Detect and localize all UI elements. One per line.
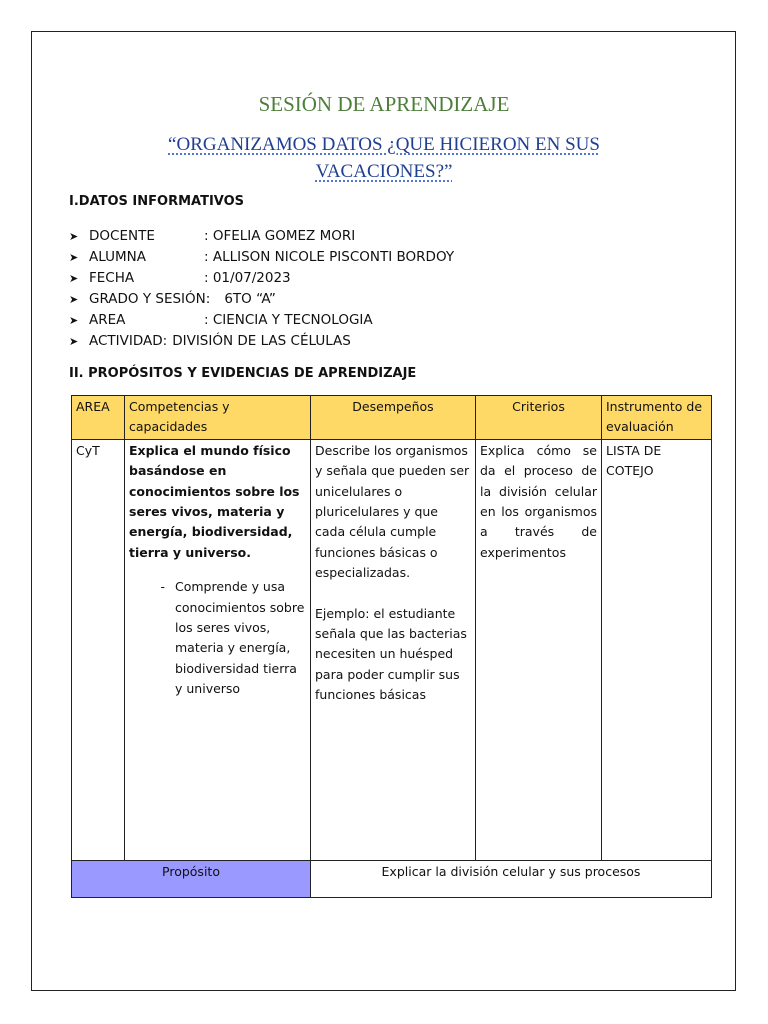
cell-desempenos	[311, 439, 476, 860]
cell-competencias	[125, 439, 311, 860]
cell-area: CyT	[72, 439, 125, 860]
header-instrumento: Instrumento de evaluación	[602, 396, 712, 440]
info-value: 6TO “A”	[224, 291, 276, 307]
info-key: ACTIVIDAD:	[89, 333, 168, 349]
header-area: AREA	[72, 396, 125, 440]
section-heading-propositos: II. PROPÓSITOS Y EVIDENCIAS DE APRENDIZAJE	[69, 366, 417, 381]
dash-bullet-icon: -	[160, 579, 165, 595]
capacidad-list	[129, 577, 306, 699]
info-key: DOCENTE	[89, 228, 155, 244]
learning-table	[71, 395, 712, 898]
arrow-bullet-icon: ➤	[69, 314, 79, 327]
list-item	[129, 577, 306, 699]
cell-instrumento: LISTA DE COTEJO	[602, 439, 712, 860]
arrow-bullet-icon: ➤	[69, 251, 79, 264]
header-desempenos: Desempeños	[311, 396, 476, 440]
info-key: GRADO Y SESIÓN:	[89, 291, 211, 307]
section-heading-datos: I.DATOS INFORMATIVOS	[69, 194, 245, 209]
info-value: DIVISIÓN DE LAS CÉLULAS	[172, 333, 351, 349]
header-criterios: Criterios	[476, 396, 602, 440]
info-item-actividad	[69, 331, 454, 352]
info-list	[69, 226, 454, 352]
subtitle-line-2: VACACIONES?”	[315, 161, 453, 182]
info-key: FECHA	[89, 270, 135, 286]
info-item-alumna	[69, 247, 454, 268]
info-item-area	[69, 310, 454, 331]
info-key: AREA	[89, 312, 126, 328]
paragraph-gap	[315, 584, 471, 604]
subtitle-line-1: “ORGANIZAMOS DATOS ¿QUE HICIERON EN SUS	[168, 134, 600, 155]
header-competencias: Competencias y capacidades	[125, 396, 311, 440]
info-item-docente	[69, 226, 454, 247]
arrow-bullet-icon: ➤	[69, 230, 79, 243]
info-item-grado	[69, 289, 454, 310]
arrow-bullet-icon: ➤	[69, 272, 79, 285]
purpose-row	[72, 860, 712, 897]
capacidad-text: Comprende y usa conocimientos sobre los seres vivos, materia y energía, biodiversidad tierra y universo	[175, 579, 305, 697]
table-row	[72, 439, 712, 860]
purpose-label: Propósito	[72, 860, 311, 897]
info-value: : ALLISON NICOLE PISCONTI BORDOY	[204, 249, 455, 265]
competencia-text: Explica el mundo físico basándose en conocimientos sobre los seres vivos, materia y energía, biodiversidad, tierra y universo.	[129, 442, 300, 560]
info-value: : CIENCIA Y TECNOLOGIA	[204, 312, 373, 328]
arrow-bullet-icon: ➤	[69, 293, 79, 306]
arrow-bullet-icon: ➤	[69, 335, 79, 348]
cell-criterios: Explica cómo se da el proceso de la división celular en los organismos a través de experimentos	[476, 439, 602, 860]
purpose-text: Explicar la división celular y sus procesos	[311, 860, 712, 897]
desempeno-example: Ejemplo: el estudiante señala que las bacterias necesiten un huésped para poder cumplir sus funciones básicas	[315, 605, 467, 703]
info-item-fecha	[69, 268, 454, 289]
session-subtitle	[140, 131, 628, 185]
desempeno-description: Describe los organismos y señala que pueden ser unicelulares o pluricelulares y que cada célula cumple funciones básicas o especializadas.	[315, 442, 470, 581]
page-title: SESIÓN DE APRENDIZAJE	[258, 92, 510, 116]
table-header-row	[72, 396, 712, 440]
info-value: : 01/07/2023	[204, 270, 291, 286]
info-key: ALUMNA	[89, 249, 146, 265]
info-value: : OFELIA GOMEZ MORI	[204, 228, 356, 244]
